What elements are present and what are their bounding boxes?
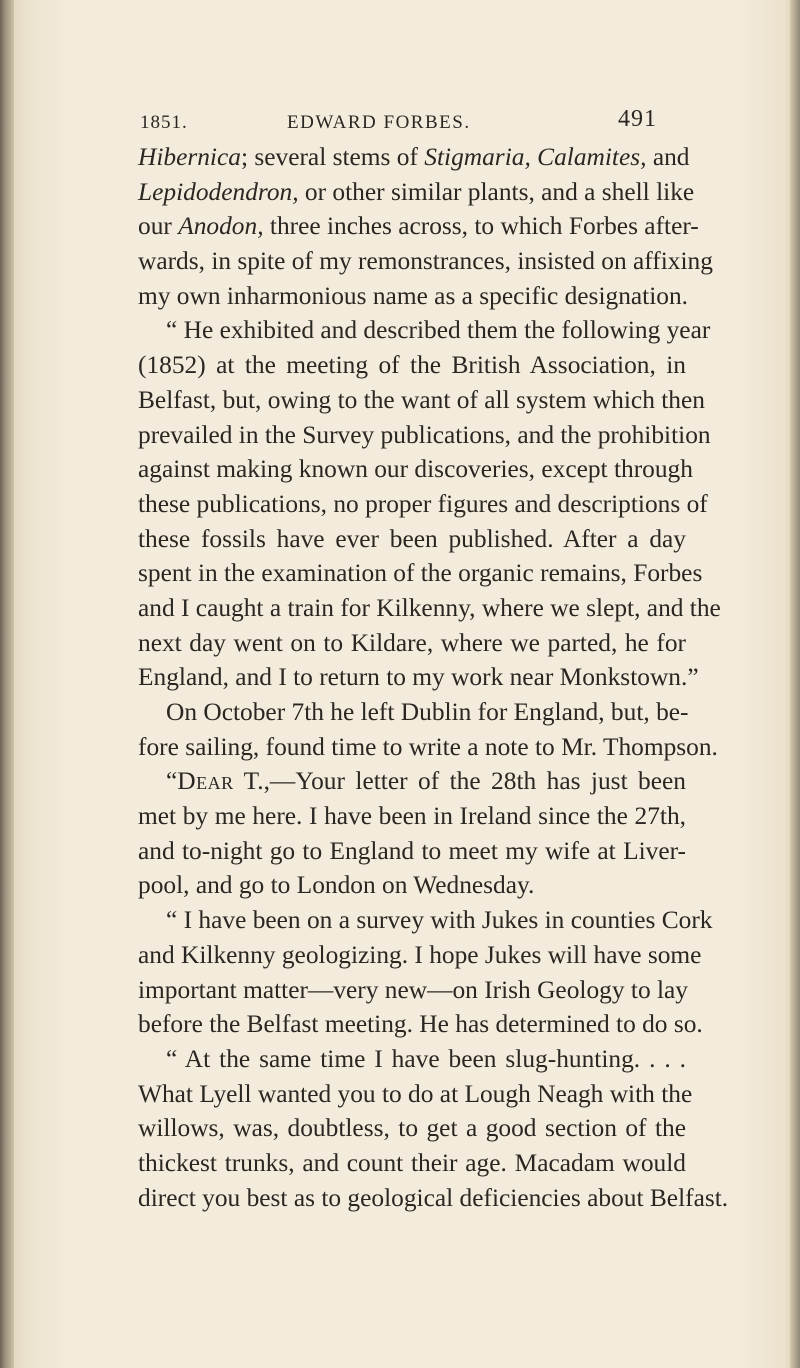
text-line bbox=[138, 209, 699, 244]
text-segment: important matter—very new—on Irish Geology to lay bbox=[138, 975, 689, 1004]
text-line bbox=[138, 1007, 703, 1042]
text-segment: and Kilkenny geologizing. I hope Jukes will have some bbox=[138, 940, 702, 969]
text-line bbox=[138, 175, 695, 210]
text-line bbox=[138, 1111, 686, 1146]
text-line bbox=[138, 522, 686, 557]
text-line bbox=[138, 868, 686, 903]
text-line bbox=[138, 452, 693, 487]
binding-edge bbox=[0, 0, 14, 1368]
text-line bbox=[138, 695, 689, 730]
text-segment: Belfast, but, owing to the want of all system which then bbox=[138, 385, 705, 414]
text-line bbox=[138, 730, 718, 765]
text-line bbox=[138, 1042, 686, 1077]
text-segment: next day went on to Kildare, where we parted, he for bbox=[138, 628, 686, 657]
text-segment: What Lyell wanted you to do at Lough Neagh with the bbox=[138, 1079, 693, 1108]
text-segment: pool, and go to London on Wednesday. bbox=[138, 871, 535, 900]
text-segment: fore sailing, found time to write a note to Mr. Thompson. bbox=[138, 732, 718, 761]
page-edge bbox=[790, 0, 800, 1368]
text-line bbox=[138, 1146, 686, 1181]
italic-text: Lepidodendron, bbox=[138, 177, 299, 206]
text-line bbox=[138, 140, 690, 175]
italic-text: Anodon, bbox=[178, 212, 264, 241]
page-number: 491 bbox=[618, 106, 657, 132]
text-segment: T.,—Your letter of the 28th has just been bbox=[233, 767, 686, 796]
italic-text: Hibernica bbox=[138, 143, 241, 171]
text-segment: met by me here. I have been in Ireland since the 27th, bbox=[138, 802, 686, 831]
text-line bbox=[138, 626, 686, 661]
text-segment: willows, was, doubtless, to get a good section of the bbox=[138, 1114, 686, 1143]
text-segment: “ At the same time I have been slug-hunting. . . . bbox=[166, 1044, 686, 1073]
text-line bbox=[138, 660, 699, 695]
text-line bbox=[138, 244, 713, 279]
text-segment: and I caught a train for Kilkenny, where we slept, and the bbox=[138, 593, 721, 622]
text-segment: “ bbox=[166, 767, 178, 796]
text-line bbox=[138, 764, 686, 799]
text-line bbox=[138, 834, 686, 869]
text-line bbox=[138, 383, 705, 418]
text-line bbox=[138, 973, 689, 1008]
text-line bbox=[138, 418, 711, 453]
text-line bbox=[138, 279, 689, 314]
text-segment: spent in the examination of the organic remains, Forbes bbox=[138, 559, 703, 588]
text-line bbox=[138, 1181, 729, 1216]
body-text bbox=[138, 140, 729, 1215]
text-segment: thickest trunks, and count their age. Macadam would bbox=[138, 1148, 686, 1177]
text-segment: “ He exhibited and described them the following year bbox=[166, 316, 711, 345]
text-line bbox=[138, 799, 686, 834]
text-line bbox=[138, 591, 721, 626]
text-segment: ; several stems of bbox=[240, 143, 425, 171]
text-segment: (1852) at the meeting of the British Association, in bbox=[138, 351, 686, 380]
text-segment: our bbox=[138, 212, 179, 241]
text-line bbox=[138, 1077, 693, 1112]
text-line bbox=[138, 938, 702, 973]
text-segment: England, and I to return to my work near Monkstown.” bbox=[138, 663, 699, 692]
text-segment: Dear bbox=[177, 767, 234, 796]
text-line bbox=[138, 348, 686, 383]
running-header-year: 1851. bbox=[140, 112, 188, 133]
text-segment: three inches across, to which Forbes after- bbox=[263, 212, 699, 241]
text-segment: prevailed in the Survey publications, and the prohibition bbox=[138, 420, 711, 449]
text-segment: my own inharmonious name as a specific designation. bbox=[138, 281, 689, 310]
text-line bbox=[138, 903, 713, 938]
text-segment: or other similar plants, and a shell like bbox=[298, 177, 695, 206]
text-segment: before the Belfast meeting. He has determined to do so. bbox=[138, 1010, 703, 1039]
text-segment: On October 7th he left Dublin for England, but, be- bbox=[166, 698, 689, 726]
text-segment: these fossils have ever been published. After a day bbox=[138, 524, 686, 553]
text-line bbox=[138, 487, 708, 522]
text-line bbox=[138, 313, 711, 348]
text-segment: “ I have been on a survey with Jukes in counties Cork bbox=[166, 906, 713, 935]
italic-text: Stigmaria, Calamites, bbox=[424, 143, 647, 171]
text-segment: wards, in spite of my remonstrances, insisted on affixing bbox=[138, 247, 713, 276]
text-segment: these publications, no proper figures and descriptions of bbox=[138, 489, 708, 518]
text-line bbox=[138, 556, 703, 591]
text-segment: direct you best as to geological deficiencies about Belfast. bbox=[138, 1183, 729, 1212]
text-segment: and bbox=[646, 143, 690, 171]
text-segment: and to-night go to England to meet my wife at Liver- bbox=[138, 836, 686, 865]
running-header-title: EDWARD FORBES. bbox=[287, 112, 471, 133]
text-segment: against making known our discoveries, except through bbox=[138, 455, 693, 484]
